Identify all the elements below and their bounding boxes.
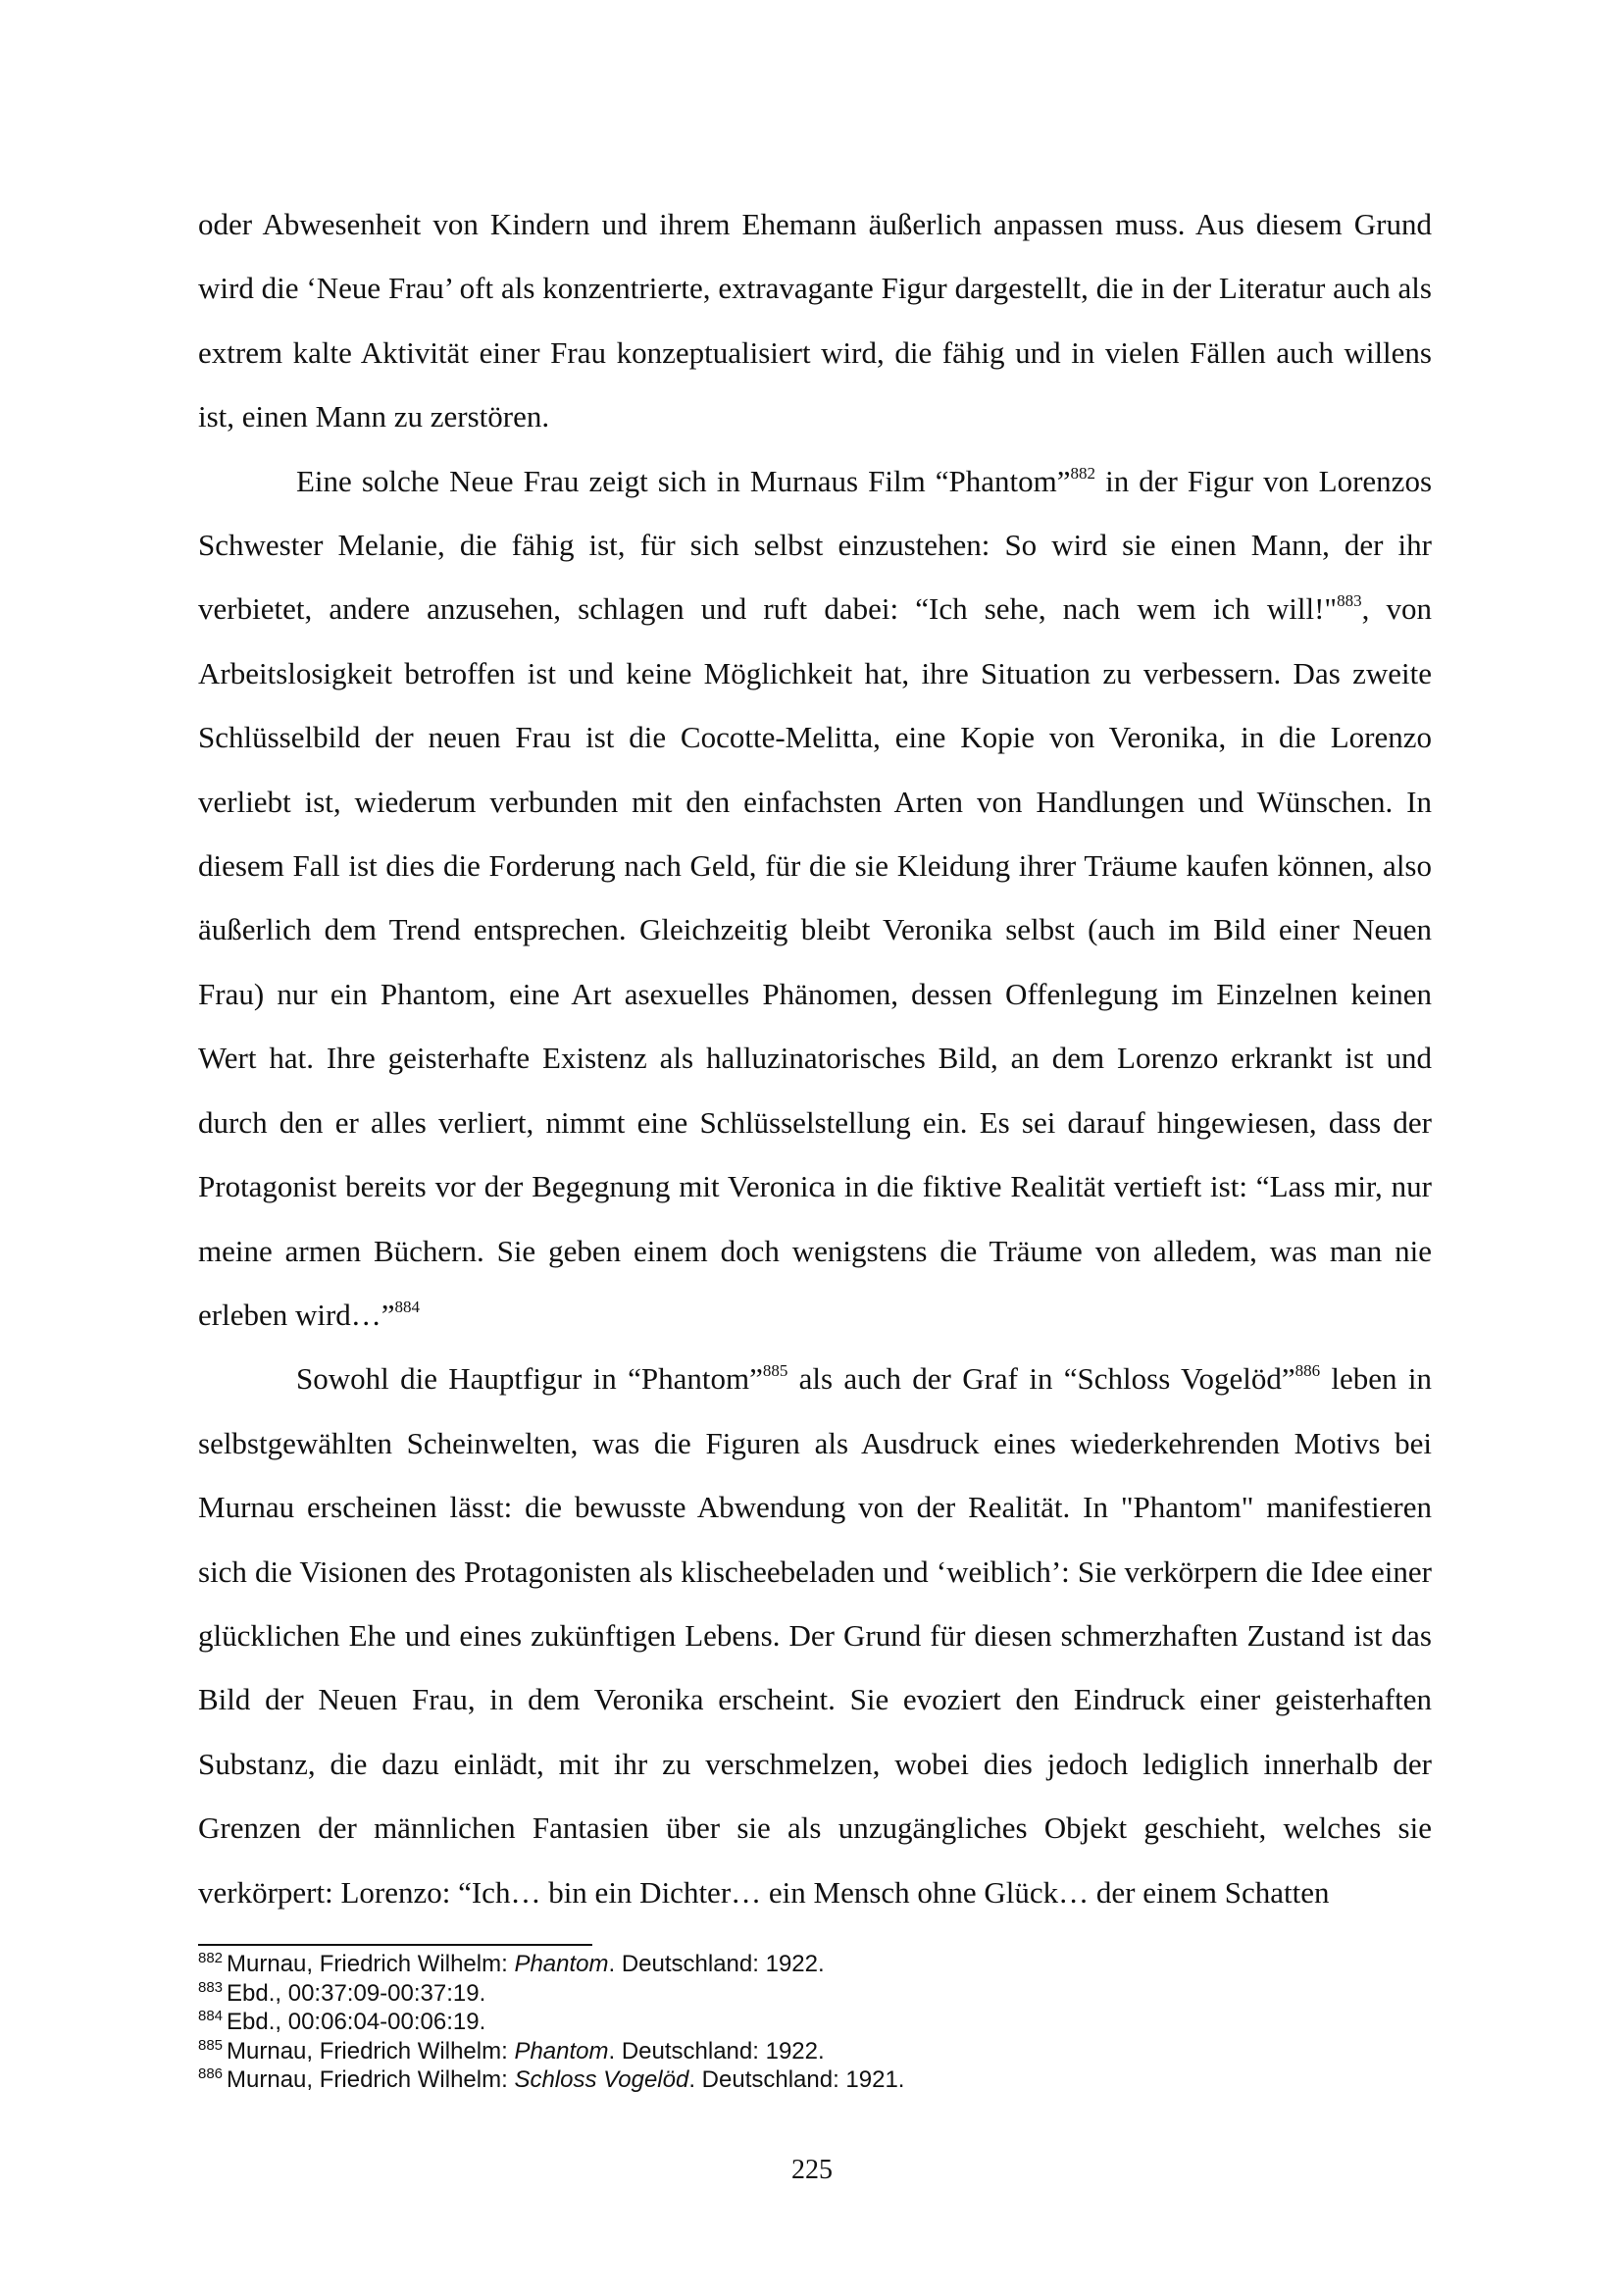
footnote-number: 882 bbox=[198, 1950, 224, 1966]
footnote-number: 883 bbox=[198, 1978, 224, 1996]
paragraph bbox=[198, 449, 1432, 1348]
footnote-separator bbox=[198, 1944, 592, 1946]
paragraph-text: oder Abwesenheit von Kindern und ihrem Ehemann äußerlich anpassen muss. Aus diesem Grund wird die ‘Neue Frau’ oft als konzentrierte, extravagante Figur dargestellt, die in der Literatur auch als extrem kalte Aktivität einer Frau konzeptualisiert wird, die fähig und in vielen Fällen auch willens ist, einen Mann zu zerstören. bbox=[198, 207, 1432, 434]
footnote-item bbox=[198, 1978, 1432, 2011]
footnote-title: Phantom bbox=[514, 2037, 609, 2065]
paragraph-text: leben in selbstgewählten Scheinwelten, was die Figuren als Ausdruck eines wiederkehrenden Motivs bei Murnau erscheinen lässt: die bewusste Abwendung von der Realität. In "Phantom" manifestieren sich die Visionen des Protagonisten als klischeebeladen und ‘weiblich’: Sie verkörpern die Idee einer glücklichen Ehe und eines zukünftigen Lebens. Der Grund für diesen schmerzhaften Zustand ist das Bild der Neuen Frau, in dem Veronika erscheint. Sie evoziert den Eindruck einer geisterhaften Substanz, die dazu einlädt, mit ihr zu verschmelzen, wobei dies jedoch lediglich innerhalb der Grenzen der männlichen Fantasien über sie als unzugängliches Objekt geschieht, welches sie verkörpert: Lorenzo: “Ich… bin ein Dichter… ein Mensch ohne Glück… der einem Schatten bbox=[198, 1361, 1432, 1910]
footnote-item bbox=[198, 1952, 1432, 1981]
body-text bbox=[198, 192, 1432, 1924]
footnote-reference[interactable]: 884 bbox=[394, 1297, 421, 1316]
footnote-reference[interactable]: 886 bbox=[1294, 1361, 1321, 1381]
footnote-item bbox=[198, 2010, 1432, 2039]
footnote-text: Murnau, Friedrich Wilhelm: bbox=[227, 1951, 515, 1977]
paragraph-text: in der Figur von Lorenzos Schwester Melanie, die fähig ist, für sich selbst einzustehen: So wird sie einen Mann, der ihr verbietet, andere anzusehen, schlagen und ruft dabei: “Ich sehe, nach wem ich will!" bbox=[198, 463, 1433, 627]
footnote-reference[interactable]: 883 bbox=[1337, 591, 1362, 611]
footnote-text: Murnau, Friedrich Wilhelm: bbox=[227, 2066, 515, 2093]
paragraph-text: Eine solche Neue Frau zeigt sich in Murnaus Film “Phantom” bbox=[296, 463, 1071, 498]
footnote-text: . Deutschland: 1922. bbox=[608, 2037, 825, 2065]
footnote-text: . Deutschland: 1922. bbox=[608, 1951, 825, 1977]
footnote-text: . Deutschland: 1921. bbox=[688, 2066, 905, 2093]
footnote-item bbox=[198, 2067, 1432, 2097]
footnotes bbox=[198, 1952, 1432, 2097]
footnote-item bbox=[198, 2036, 1432, 2068]
paragraph-text: Sowohl die Hauptfigur in “Phantom” bbox=[296, 1361, 763, 1397]
footnote-text: Ebd., 00:37:09-00:37:19. bbox=[227, 1979, 486, 2007]
footnote-text: Murnau, Friedrich Wilhelm: bbox=[227, 2037, 515, 2065]
paragraph bbox=[198, 1347, 1432, 1924]
paragraph-text: , von Arbeitslosigkeit betroffen ist und keine Möglichkeit hat, ihre Situation zu verbessern. Das zweite Schlüsselbild der neuen Frau ist die Cocotte-Melitta, eine Kopie von Veronika, in die Lorenzo verliebt ist, wiederum verbunden mit den einfachsten Arten von Handlungen und Wünschen. In diesem Fall ist dies die Forderung nach Geld, für die sie Kleidung ihrer Träume kaufen können, also äußerlich dem Trend entsprechen. Gleichzeitig bleibt Veronika selbst (auch im Bild einer Neuen Frau) nur ein Phantom, eine Art asexuelles Phänomen, dessen Offenlegung im Einzelnen keinen Wert hat. Ihre geisterhafte Existenz als halluzinatorisches Bild, an dem Lorenzo erkrankt ist und durch den er alles verliert, nimmt eine Schlüsselstellung ein. Es sei darauf hingewiesen, dass der Protagonist bereits vor der Begegnung mit Veronica in die fiktive Realität vertieft ist: “Lass mir, nur meine armen Büchern. Sie geben einem doch wenigstens die Träume von alledem, was man nie erleben wird…” bbox=[198, 591, 1432, 1332]
footnote-reference[interactable]: 885 bbox=[762, 1361, 788, 1381]
footnote-text: Ebd., 00:06:04-00:06:19. bbox=[227, 2009, 486, 2035]
footnote-reference[interactable]: 882 bbox=[1070, 463, 1096, 483]
paragraph bbox=[198, 192, 1432, 449]
footnote-number: 886 bbox=[198, 2065, 224, 2082]
footnote-number: 885 bbox=[198, 2036, 224, 2054]
page-number: 225 bbox=[791, 2155, 833, 2185]
footnote-title: Phantom bbox=[514, 1951, 609, 1977]
footnote-number: 884 bbox=[198, 2008, 224, 2024]
paragraph-text: als auch der Graf in “Schloss Vogelöd” bbox=[787, 1361, 1295, 1397]
footnote-title: Schloss Vogelöd bbox=[514, 2066, 689, 2093]
